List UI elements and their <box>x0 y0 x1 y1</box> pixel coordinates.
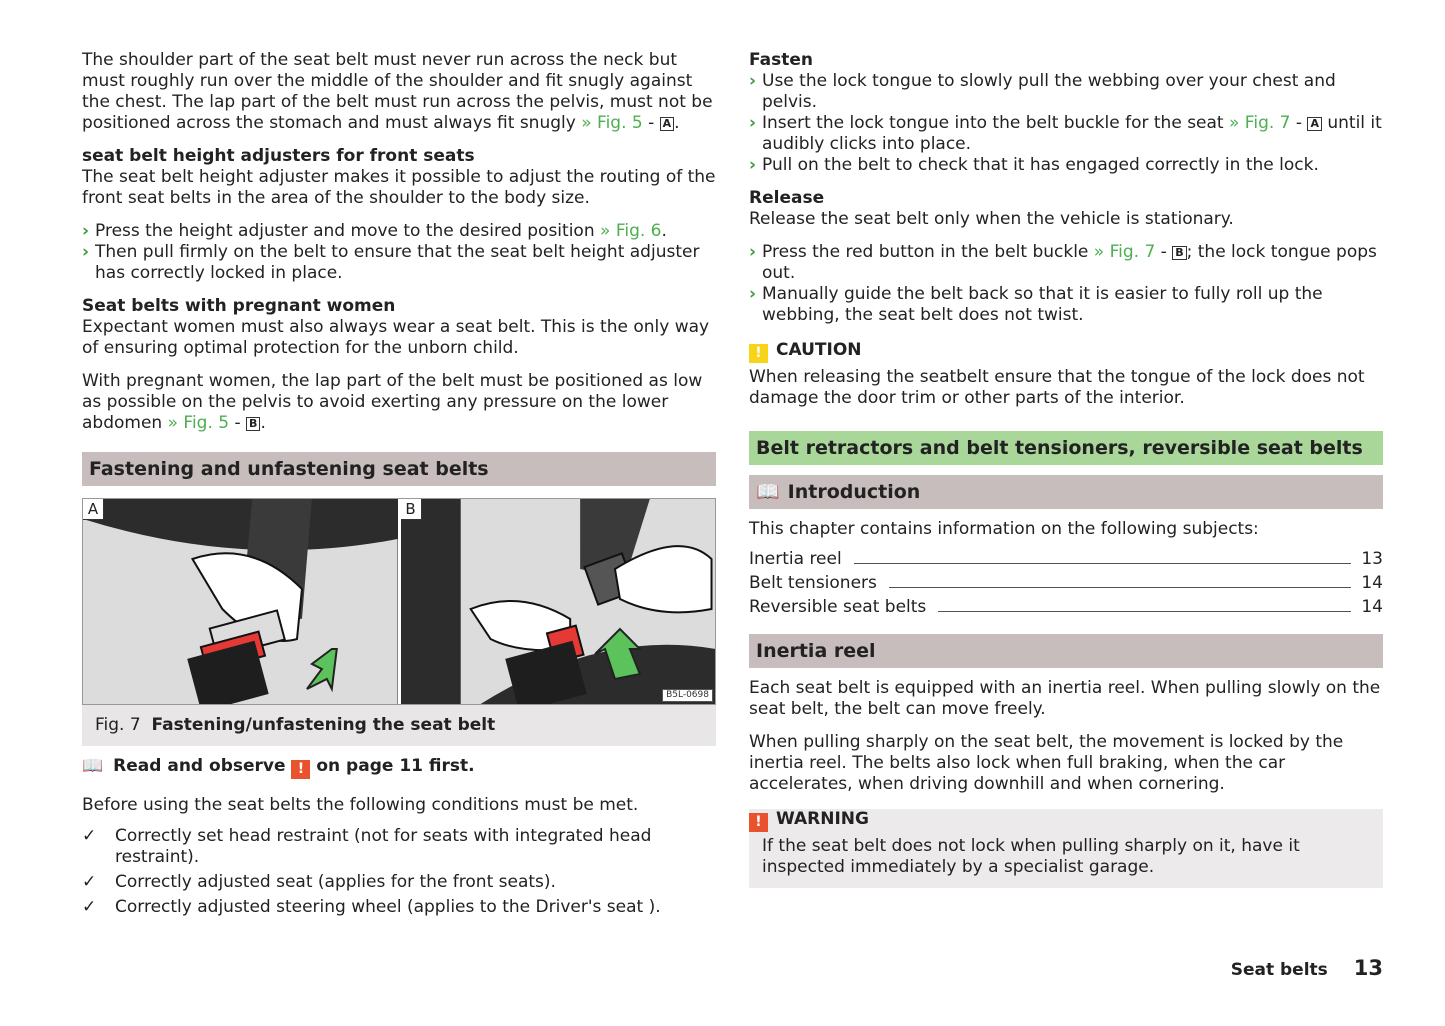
check-icon: ✓ <box>82 872 97 892</box>
pregnant-paragraph-2: With pregnant women, the lap part of the belt must be positioned as low as possible on the pelvis to avoid exerting any pressure on the lower abdomen » Fig. 5 - B . <box>82 371 703 433</box>
toc-entry[interactable]: Belt tensioners 14 <box>749 573 1383 593</box>
release-paragraph: Release the seat belt only when the vehicle is stationary. <box>749 209 1234 229</box>
fig7-link[interactable]: » Fig. 7 <box>1229 113 1291 133</box>
key-a: A <box>1307 117 1322 131</box>
book-icon: 📖 <box>82 756 104 776</box>
warning-icon: ! <box>291 760 310 779</box>
read-observe: 📖 Read and observe ! on page 11 first. <box>82 756 475 777</box>
section-title-retractors: Belt retractors and belt tensioners, reversible seat belts <box>749 431 1383 465</box>
figure-caption: Fig. 7 Fastening/unfastening the seat belt <box>82 705 716 746</box>
release-heading: Release <box>749 188 825 208</box>
caution-title: ! CAUTION <box>749 340 1383 363</box>
fig5-link[interactable]: » Fig. 5 <box>581 113 643 133</box>
toc <box>749 546 1383 618</box>
introduction-header: 📖 Introduction <box>749 475 1383 509</box>
adjusters-paragraph: The seat belt height adjuster makes it possible to adjust the routing of the front seat belts in the area of the shoulder to the body size. <box>82 167 716 208</box>
chevron-right-icon: › <box>749 71 757 91</box>
figure-panel-a <box>83 499 398 704</box>
key-b: B <box>1172 246 1186 260</box>
caution-icon: ! <box>749 344 768 363</box>
figure-code: B5L-0698 <box>662 689 713 702</box>
adjust-step-2: › Then pull firmly on the belt to ensure that the seat belt height adjuster has correctly locked in place. <box>82 242 700 283</box>
fasten-step-1: › Use the lock tongue to slowly pull the webbing over your chest and pelvis. <box>749 71 1336 112</box>
left-column <box>82 50 716 918</box>
conditions-intro: Before using the seat belts the following conditions must be met. <box>82 795 639 815</box>
chevron-right-icon: › <box>749 113 757 133</box>
chevron-right-icon: › <box>749 155 757 175</box>
check-icon: ✓ <box>82 826 97 846</box>
right-column <box>749 50 1383 888</box>
warning-text: If the seat belt does not lock when pulling sharply on it, have it inspected immediately by a specialist garage. <box>762 836 1300 877</box>
warning-title: ! WARNING <box>749 809 1383 832</box>
chevron-right-icon: › <box>82 221 90 241</box>
fasten-step-2: › Insert the lock tongue into the belt buckle for the seat » Fig. 7 - A until it audibly clicks into place. <box>749 113 1382 154</box>
toc-entry[interactable]: Inertia reel 13 <box>749 549 1383 569</box>
inertia-reel-header: Inertia reel <box>749 634 1383 668</box>
chevron-right-icon: › <box>82 242 90 262</box>
page-footer <box>1231 958 1383 981</box>
fig6-link[interactable]: » Fig. 6 <box>600 221 662 241</box>
figure-label-b: B <box>401 499 422 520</box>
warning-box <box>749 809 1383 888</box>
pregnant-paragraph-1: Expectant women must also always wear a seat belt. This is the only way of ensuring optimal protection for the unborn child. <box>82 317 710 358</box>
chevron-right-icon: › <box>749 242 757 262</box>
buckle-fasten-illustration <box>83 499 398 704</box>
release-step-2: › Manually guide the belt back so that it is easier to fully roll up the webbing, the seat belt does not twist. <box>749 284 1323 325</box>
release-step-1: › Press the red button in the belt buckle » Fig. 7 - B ; the lock tongue pops out. <box>749 242 1377 283</box>
chevron-right-icon: › <box>749 284 757 304</box>
chapter-intro: This chapter contains information on the following subjects: <box>749 519 1259 539</box>
condition-item: ✓ Correctly set head restraint (not for seats with integrated head restraint). <box>82 826 652 867</box>
figure-panel-b <box>398 499 716 704</box>
shoulder-paragraph: The shoulder part of the seat belt must never run across the neck but must roughly run over the middle of the shoulder and fit snugly against the chest. The lap part of the belt must run across the pelvis, must not be positioned across the stomach and must always fit snugly » Fig. 5 - A . <box>82 50 713 133</box>
book-icon: 📖 <box>756 481 780 503</box>
condition-item: ✓ Correctly adjusted seat (applies for the front seats). <box>82 872 556 892</box>
warning-icon: ! <box>749 813 768 832</box>
footer-section: Seat belts <box>1230 960 1328 980</box>
adjust-step-1: › Press the height adjuster and move to the desired position » Fig. 6. <box>82 221 667 241</box>
fasten-step-3: › Pull on the belt to check that it has engaged correctly in the lock. <box>749 155 1319 175</box>
fig5-link[interactable]: » Fig. 5 <box>167 413 230 433</box>
check-icon: ✓ <box>82 897 97 917</box>
inertia-paragraph-2: When pulling sharply on the seat belt, the movement is locked by the inertia reel. The belts also lock when full braking, when the car accelerates, when driving downhill and when cornering. <box>749 732 1344 794</box>
fig7-link[interactable]: » Fig. 7 <box>1093 242 1156 262</box>
key-b: B <box>246 417 260 431</box>
pregnant-heading: Seat belts with pregnant women <box>82 296 396 316</box>
adjusters-heading: seat belt height adjusters for front seats <box>82 146 475 166</box>
buckle-release-illustration <box>401 499 716 704</box>
fasten-heading: Fasten <box>749 50 813 70</box>
condition-item: ✓ Correctly adjusted steering wheel (applies to the Driver's seat ). <box>82 897 661 917</box>
page-number: 13 <box>1353 956 1383 980</box>
figure-label-a: A <box>83 499 104 520</box>
caution-text: When releasing the seatbelt ensure that the tongue of the lock does not damage the door trim or other parts of the interior. <box>749 367 1365 408</box>
section-title-fastening: Fastening and unfastening seat belts <box>82 452 716 486</box>
toc-entry[interactable]: Reversible seat belts 14 <box>749 597 1383 617</box>
figure-7 <box>82 498 716 705</box>
key-a: A <box>660 117 675 131</box>
inertia-paragraph-1: Each seat belt is equipped with an inertia reel. When pulling slowly on the seat belt, the belt can move freely. <box>749 678 1381 719</box>
